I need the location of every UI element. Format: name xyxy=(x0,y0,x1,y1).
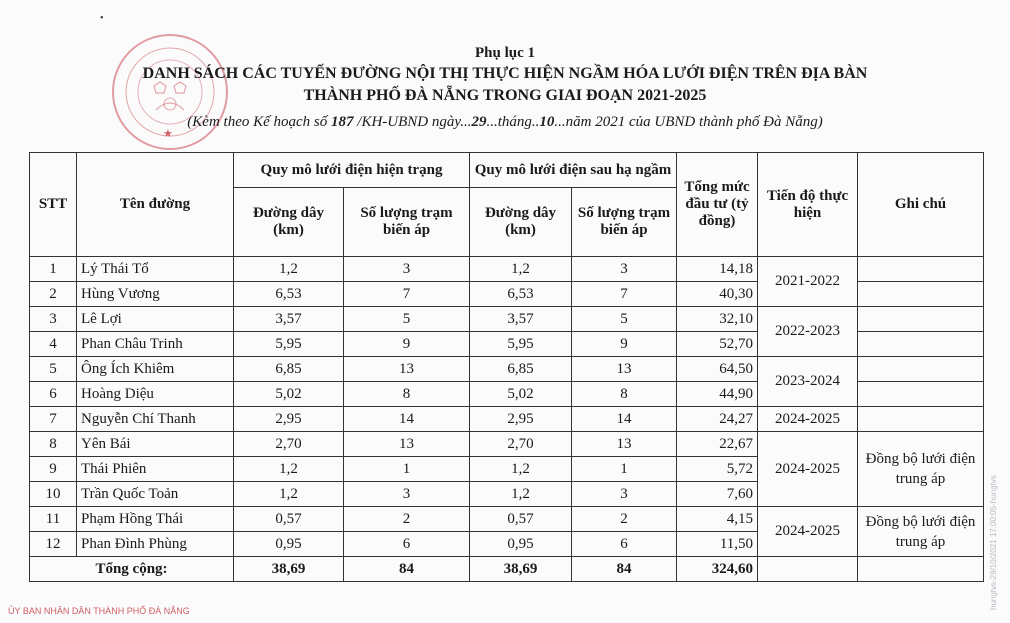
cell-investment: 40,30 xyxy=(677,282,758,307)
seal-caption: ỦY BAN NHÂN DÂN THÀNH PHỐ ĐÀ NẴNG xyxy=(8,606,190,616)
cell-road-name: Phan Đình Phùng xyxy=(77,532,234,557)
cell-notes: Đồng bộ lưới điện trung áp xyxy=(858,507,984,557)
cell-after-stations: 3 xyxy=(572,257,677,282)
cell-stt: 11 xyxy=(30,507,77,532)
cell-after-stations: 5 xyxy=(572,307,677,332)
cell-current-km: 1,2 xyxy=(234,482,344,507)
plan-day: 29 xyxy=(471,114,487,130)
cell-current-stations: 6 xyxy=(344,532,470,557)
header-road-name: Tên đường xyxy=(77,153,234,257)
cell-current-km: 6,53 xyxy=(234,282,344,307)
cell-road-name: Lý Thái Tổ xyxy=(77,257,234,282)
cell-schedule: 2021-2022 xyxy=(758,257,858,307)
cell-notes xyxy=(858,332,984,357)
cell-after-stations: 13 xyxy=(572,357,677,382)
cell-current-km: 6,85 xyxy=(234,357,344,382)
header-schedule: Tiến độ thực hiện xyxy=(758,153,858,257)
cell-current-km: 1,2 xyxy=(234,457,344,482)
cell-stt: 9 xyxy=(30,457,77,482)
cell-investment: 5,72 xyxy=(677,457,758,482)
cell-notes xyxy=(858,382,984,407)
table-total-row xyxy=(30,557,984,582)
cell-schedule: 2024-2025 xyxy=(758,432,858,507)
cell-road-name: Hoàng Diệu xyxy=(77,382,234,407)
cell-after-km: 2,95 xyxy=(470,407,572,432)
cell-after-km: 2,70 xyxy=(470,432,572,457)
total-current-km: 38,69 xyxy=(234,557,344,582)
total-current-stations: 84 xyxy=(344,557,470,582)
cell-stt: 2 xyxy=(30,282,77,307)
cell-after-stations: 6 xyxy=(572,532,677,557)
subtitle-prefix: (Kèm theo Kế hoạch số xyxy=(187,114,328,130)
cell-after-km: 1,2 xyxy=(470,257,572,282)
total-after-km: 38,69 xyxy=(470,557,572,582)
document-subtitle xyxy=(0,112,1010,132)
cell-after-stations: 14 xyxy=(572,407,677,432)
table-row xyxy=(30,507,984,532)
cell-current-km: 1,2 xyxy=(234,257,344,282)
total-schedule-empty xyxy=(758,557,858,582)
cell-investment: 4,15 xyxy=(677,507,758,532)
appendix-label: Phụ lục 1 xyxy=(474,45,535,61)
cell-after-stations: 13 xyxy=(572,432,677,457)
cell-investment: 44,90 xyxy=(677,382,758,407)
table-row xyxy=(30,407,984,432)
header-after-group: Quy mô lưới điện sau hạ ngầm xyxy=(470,153,677,188)
cell-current-stations: 5 xyxy=(344,307,470,332)
scan-speck: • xyxy=(100,13,104,24)
cell-investment: 52,70 xyxy=(677,332,758,357)
cell-schedule: 2024-2025 xyxy=(758,407,858,432)
cell-investment: 64,50 xyxy=(677,357,758,382)
cell-schedule: 2022-2023 xyxy=(758,307,858,357)
cell-stt: 7 xyxy=(30,407,77,432)
header-after-stations: Số lượng trạm biến áp xyxy=(572,188,677,257)
document-title-line2: THÀNH PHỐ ĐÀ NẴNG TRONG GIAI ĐOẠN 2021-2025 xyxy=(303,87,707,104)
cell-after-km: 0,95 xyxy=(470,532,572,557)
cell-schedule: 2024-2025 xyxy=(758,507,858,557)
cell-after-km: 6,85 xyxy=(470,357,572,382)
cell-investment: 22,67 xyxy=(677,432,758,457)
header-stt: STT xyxy=(30,153,77,257)
cell-road-name: Trần Quốc Toản xyxy=(77,482,234,507)
cell-after-km: 6,53 xyxy=(470,282,572,307)
seal-star-icon: ★ xyxy=(163,128,173,140)
cell-stt: 8 xyxy=(30,432,77,457)
cell-current-stations: 1 xyxy=(344,457,470,482)
cell-after-stations: 8 xyxy=(572,382,677,407)
cell-after-stations: 1 xyxy=(572,457,677,482)
cell-current-km: 5,02 xyxy=(234,382,344,407)
plan-month: 10 xyxy=(539,114,555,130)
cell-road-name: Yên Bái xyxy=(77,432,234,457)
cell-stt: 12 xyxy=(30,532,77,557)
table-header-row-1 xyxy=(30,153,984,188)
cell-current-km: 2,70 xyxy=(234,432,344,457)
header-current-stations: Số lượng trạm biến áp xyxy=(344,188,470,257)
total-after-stations: 84 xyxy=(572,557,677,582)
cell-notes: Đồng bộ lưới điện trung áp xyxy=(858,432,984,507)
cell-after-stations: 9 xyxy=(572,332,677,357)
cell-road-name: Nguyễn Chí Thanh xyxy=(77,407,234,432)
cell-after-km: 3,57 xyxy=(470,307,572,332)
cell-investment: 32,10 xyxy=(677,307,758,332)
total-investment: 324,60 xyxy=(677,557,758,582)
cell-investment: 24,27 xyxy=(677,407,758,432)
cell-notes xyxy=(858,407,984,432)
document-title-line1: DANH SÁCH CÁC TUYẾN ĐƯỜNG NỘI THỊ THỰC HIỆN NGẦM HÓA LƯỚI ĐIỆN TRÊN ĐỊA BÀN xyxy=(142,65,868,82)
header-investment: Tổng mức đầu tư (tỷ đồng) xyxy=(677,153,758,257)
cell-investment: 7,60 xyxy=(677,482,758,507)
subtitle-mid2: ...tháng.. xyxy=(486,114,540,130)
total-notes-empty xyxy=(858,557,984,582)
subtitle-suffix: ...năm 2021 của UBND thành phố Đà Nẵng) xyxy=(554,114,823,130)
table-body xyxy=(30,257,984,582)
cell-investment: 14,18 xyxy=(677,257,758,282)
cell-after-km: 5,95 xyxy=(470,332,572,357)
cell-current-km: 0,57 xyxy=(234,507,344,532)
cell-current-stations: 7 xyxy=(344,282,470,307)
subtitle-mid1: /KH-UBND ngày... xyxy=(357,114,472,130)
cell-current-km: 3,57 xyxy=(234,307,344,332)
cell-current-stations: 3 xyxy=(344,257,470,282)
header-after-line: Đường dây (km) xyxy=(470,188,572,257)
cell-current-stations: 13 xyxy=(344,432,470,457)
cell-after-km: 5,02 xyxy=(470,382,572,407)
cell-current-km: 0,95 xyxy=(234,532,344,557)
header-current-line: Đường dây (km) xyxy=(234,188,344,257)
cell-current-stations: 2 xyxy=(344,507,470,532)
cell-current-km: 2,95 xyxy=(234,407,344,432)
cell-schedule: 2023-2024 xyxy=(758,357,858,407)
cell-stt: 4 xyxy=(30,332,77,357)
plan-number: 187 xyxy=(331,114,354,130)
cell-stt: 10 xyxy=(30,482,77,507)
table-row xyxy=(30,257,984,282)
cell-current-stations: 3 xyxy=(344,482,470,507)
table-row xyxy=(30,432,984,457)
cell-notes xyxy=(858,257,984,282)
header-current-group: Quy mô lưới điện hiện trạng xyxy=(234,153,470,188)
cell-after-km: 1,2 xyxy=(470,482,572,507)
cell-stt: 5 xyxy=(30,357,77,382)
cell-current-stations: 9 xyxy=(344,332,470,357)
cell-road-name: Thái Phiên xyxy=(77,457,234,482)
cell-current-stations: 14 xyxy=(344,407,470,432)
cell-stt: 3 xyxy=(30,307,77,332)
cell-road-name: Hùng Vương xyxy=(77,282,234,307)
digital-signature-watermark: hungtvs-29/10/2021 17:00:05-hungtvs xyxy=(989,475,998,610)
cell-stt: 1 xyxy=(30,257,77,282)
road-list-table xyxy=(29,152,984,582)
cell-after-stations: 7 xyxy=(572,282,677,307)
cell-road-name: Phạm Hồng Thái xyxy=(77,507,234,532)
total-label: Tổng cộng: xyxy=(30,557,234,582)
cell-current-km: 5,95 xyxy=(234,332,344,357)
cell-current-stations: 8 xyxy=(344,382,470,407)
cell-notes xyxy=(858,357,984,382)
cell-notes xyxy=(858,307,984,332)
table-row xyxy=(30,357,984,382)
cell-current-stations: 13 xyxy=(344,357,470,382)
cell-stt: 6 xyxy=(30,382,77,407)
cell-after-stations: 3 xyxy=(572,482,677,507)
cell-after-km: 0,57 xyxy=(470,507,572,532)
cell-investment: 11,50 xyxy=(677,532,758,557)
cell-road-name: Ông Ích Khiêm xyxy=(77,357,234,382)
cell-road-name: Lê Lợi xyxy=(77,307,234,332)
header-notes: Ghi chú xyxy=(858,153,984,257)
cell-after-stations: 2 xyxy=(572,507,677,532)
cell-notes xyxy=(858,282,984,307)
cell-after-km: 1,2 xyxy=(470,457,572,482)
table-row xyxy=(30,307,984,332)
cell-road-name: Phan Châu Trinh xyxy=(77,332,234,357)
